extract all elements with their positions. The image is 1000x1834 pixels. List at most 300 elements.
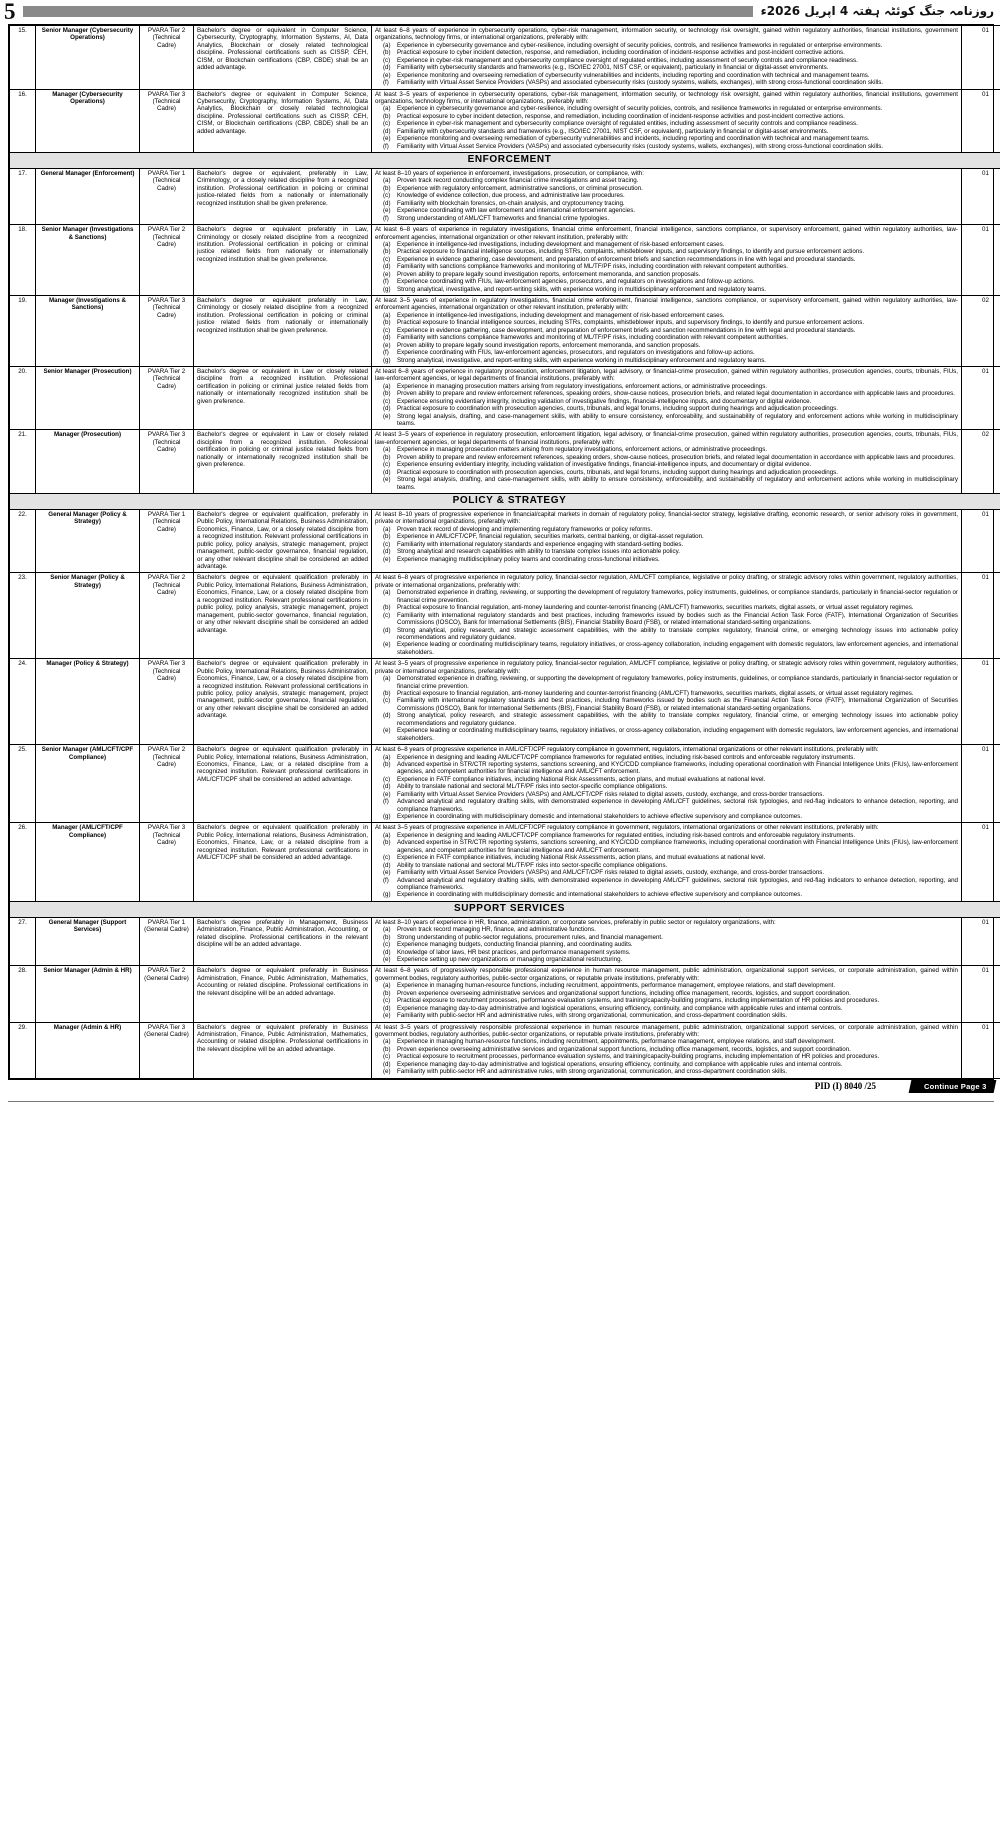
row-education: Bachelor's degree or equivalent qualification, preferably in Public Policy, International Relations, Business Administration, Economics, Finance, Law, or a closely related discipline from a recognized institution. Relevant professional certifications in public policy, policy analysis, strategic management, project management, public-sector governance, financial regulation, or any other relevant discipline shall be considered an added advantage. <box>194 509 372 573</box>
table-row <box>10 917 1000 966</box>
experience-item-marker: (a) <box>383 982 391 990</box>
experience-item <box>375 612 958 627</box>
experience-item-text: Experience in managing prosecution matters arising from regulatory investigations, enforcement actions, or administrative proceedings. <box>397 446 768 454</box>
experience-item <box>375 712 958 727</box>
table-row <box>10 966 1000 1022</box>
experience-item-text: Advanced expertise in STR/CTR reporting systems, sanctions screening, and KYC/CDD compliance frameworks, including operational coordination with Financial Intelligence Units (FIUs), law-enforcement agencies, and competent authorities for financial intelligence and AML/CFT enforcement. <box>397 760 958 776</box>
experience-item-text: Proven track record conducting complex financial crime investigations and asset tracing. <box>397 177 639 185</box>
experience-item-text: Experience setting up new organizations or managing organizational restructuring. <box>397 956 623 963</box>
experience-item-text: Strong analytical and research capabilities with ability to translate complex issues into actionable policy. <box>397 548 680 556</box>
experience-item <box>375 207 958 214</box>
row-vacancies: 01 <box>962 509 1000 573</box>
experience-intro: At least 6–8 years of experience in cybersecurity operations, cyber-risk management, information security, or technology risk oversight, gained within regulatory authorities, financial institutions, government organizations, technology firms, or international organizations, preferably with: <box>375 27 958 42</box>
table-row <box>10 169 1000 225</box>
experience-item-text: Familiarity with international regulatory standards and best practices, including frameworks issued by bodies such as the Financial Action Task Force (FATF), International Organization of Securities Commissions (IOSCO), Bank for International Settlements (BIS), Financial Stability Board (FSB), or related international standard-setting organizations. <box>397 697 958 712</box>
row-serial: 19. <box>10 296 36 367</box>
row-vacancies: 01 <box>962 366 1000 430</box>
experience-item-marker: (e) <box>383 555 391 563</box>
experience-item <box>375 754 958 761</box>
row-tier-cadre: PVARA Tier 2 (Technical Cadre) <box>140 26 194 90</box>
experience-item <box>375 185 958 192</box>
experience-item-text: Experience monitoring and overseeing remediation of cybersecurity vulnerabilities and incidents, including reporting and coordination with technical and management teams. <box>397 135 870 143</box>
experience-item-text: Proven ability to prepare and review enforcement references, speaking orders, show-cause notices, prosecution briefs, and related legal documentation in accordance with applicable laws and procedures. <box>397 453 955 461</box>
row-experience <box>372 917 962 966</box>
row-post-title: Manager (AML/CFT/CPF Compliance) <box>36 823 140 901</box>
experience-item <box>375 49 958 56</box>
experience-item <box>375 278 958 285</box>
row-experience <box>372 659 962 745</box>
experience-item-marker: (c) <box>383 255 391 263</box>
experience-item-text: Experience in designing and leading AML/CFT/CPF compliance frameworks for regulated entities, including risk-based controls and enforceable regulatory instruments. <box>397 831 856 839</box>
experience-item-text: Familiarity with cybersecurity standards and frameworks (e.g., ISO/IEC 27001, NIST CSF, or equivalent), particularly in financial or digital-asset environments. <box>397 127 829 135</box>
experience-item-marker: (c) <box>383 941 391 949</box>
experience-intro: At least 6–8 years of experience in regulatory investigations, financial crime enforcement, financial intelligence, sanctions compliance, or supervisory enforcement, gained within regulatory authorities, law-enforcement agencies, international organization or other relevant institution, preferably with: <box>375 226 958 241</box>
experience-item <box>375 241 958 248</box>
experience-item <box>375 57 958 64</box>
row-education: Bachelor's degree or equivalent qualification preferably in Public Policy, International Relations, Business Administration, Economics, Finance, Law, or a closely related discipline from a recognized institution. Relevant professional certifications in public policy, policy analysis, strategic management, project management, public-sector governance, financial regulation, or any other relevant discipline shall be considered an added advantage. <box>194 573 372 659</box>
experience-item-marker: (d) <box>383 405 391 413</box>
experience-item-marker: (a) <box>383 177 391 185</box>
experience-item <box>375 761 958 776</box>
experience-item-text: Experience in coordinating with multidisciplinary domestic and international stakeholders to achieve effective supervisory and compliance outcomes. <box>397 891 803 899</box>
experience-item-marker: (d) <box>383 1004 391 1012</box>
experience-item <box>375 1068 958 1075</box>
experience-item-marker: (b) <box>383 604 391 612</box>
experience-list <box>375 589 958 656</box>
experience-item <box>375 128 958 135</box>
experience-item-marker: (f) <box>383 214 389 222</box>
experience-item <box>375 286 958 293</box>
experience-item <box>375 839 958 854</box>
pid-number: PID (I) 8040 /25 <box>814 1080 876 1091</box>
experience-item-text: Proven ability to prepare legally sound investigation reports, enforcement memoranda, and sanction proposals. <box>397 270 701 278</box>
experience-item-marker: (c) <box>383 120 391 128</box>
experience-item <box>375 854 958 861</box>
row-tier-cadre: PVARA Tier 3 (General Cadre) <box>140 1022 194 1078</box>
experience-item <box>375 349 958 356</box>
experience-item-text: Ability to translate national and sectoral ML/TF/PF risks into sector-specific compliance obligations. <box>397 861 668 869</box>
row-serial: 17. <box>10 169 36 225</box>
row-post-title: Senior Manager (Investigations & Sanctions) <box>36 225 140 296</box>
row-serial: 29. <box>10 1022 36 1078</box>
experience-item-marker: (e) <box>383 727 391 735</box>
row-tier-cadre: PVARA Tier 2 (Technical Cadre) <box>140 745 194 823</box>
experience-item <box>375 877 958 892</box>
experience-item-marker: (b) <box>383 184 391 192</box>
experience-item-text: Practical exposure to recruitment processes, performance evaluation systems, and training/capacity-building programs, including implementation of HR policies and procedures. <box>397 997 880 1005</box>
experience-item <box>375 941 958 948</box>
experience-item-text: Experience with regulatory enforcement, administrative sanctions, or criminal prosecution. <box>397 184 643 192</box>
experience-item <box>375 334 958 341</box>
experience-item-text: Knowledge of labor laws, HR best practices, and performance management systems. <box>397 948 631 956</box>
experience-intro: At least 3–5 years of experience in regulatory investigations, financial crime enforcement, financial intelligence, sanctions compliance, or supervisory enforcement, gained within regulatory authorities, law-enforcement agencies, international organization or other relevant institution, preferably with: <box>375 297 958 312</box>
experience-item <box>375 990 958 997</box>
row-experience <box>372 296 962 367</box>
experience-item-text: Familiarity with blockchain forensics, on-chain analysis, and cryptocurrency tracing. <box>397 199 625 207</box>
experience-item-text: Familiarity with international regulatory standards and experience engaging with standard-setting bodies. <box>397 540 684 548</box>
row-serial: 24. <box>10 659 36 745</box>
experience-list <box>375 177 958 222</box>
experience-item <box>375 813 958 820</box>
experience-item <box>375 556 958 563</box>
experience-item-text: Ability to translate national and sectoral ML/TF/PF risks into sector-specific compliance obligations. <box>397 783 668 791</box>
experience-item <box>375 697 958 712</box>
row-post-title: Manager (Policy & Strategy) <box>36 659 140 745</box>
experience-item-text: Strong analytical, investigative, and report-writing skills, with experience working in multidisciplinary enforcement and regulatory teams. <box>397 285 767 293</box>
experience-item-text: Practical exposure to financial intelligence sources, including STRs, complaints, whistleblower inputs, and supervisory findings, to identify and pursue enforcement actions. <box>397 319 865 327</box>
experience-list <box>375 982 958 1019</box>
experience-item-marker: (g) <box>383 813 391 820</box>
experience-item-text: Familiarity with Virtual Asset Service Providers (VASPs) and AML/CFT/CPF risks related to digital assets, custody, exchange, and cross-border transactions. <box>397 869 825 877</box>
row-experience <box>372 745 962 823</box>
row-experience <box>372 366 962 430</box>
experience-item-text: Experience in managing prosecution matters arising from regulatory investigations, enforcement actions, or administrative proceedings. <box>397 382 768 390</box>
experience-item <box>375 319 958 326</box>
experience-item-text: Experience in cybersecurity governance and cyber-resilience, including oversight of security policies, controls, and resilience frameworks in regulated or enterprise environments. <box>397 105 883 113</box>
experience-item-marker: (e) <box>383 135 391 143</box>
experience-item <box>375 383 958 390</box>
row-serial: 28. <box>10 966 36 1022</box>
continue-page-label: Continue Page 3 <box>923 1081 986 1091</box>
experience-item-text: Strong legal analysis, drafting, and case-management skills, with ability to ensure consistency, enforceability, and sustainability of regulatory and enforcement actions while working in multidisciplinary teams. <box>397 412 958 427</box>
experience-item-text: Proven track record managing HR, finance, and administrative functions. <box>397 926 596 934</box>
experience-item-marker: (b) <box>383 248 391 256</box>
row-vacancies: 01 <box>962 89 1000 153</box>
experience-item <box>375 342 958 349</box>
experience-item-text: Practical exposure to financial regulation, anti-money laundering and counter-terrorist financing (AML/CFT) frameworks, securities markets, digital assets, or virtual asset regulatory regimes. <box>397 690 914 697</box>
experience-list <box>375 832 958 899</box>
experience-item-text: Experience managing day-to-day administrative and logistical operations, ensuring efficiency, continuity, and compliance with applicable rules and internal controls. <box>397 1060 843 1068</box>
experience-item-text: Experience coordinating with FIUs, law-enforcement agencies, prosecutors, and regulators on investigations and follow-up actions. <box>397 349 755 357</box>
footer-rule <box>8 1101 994 1102</box>
jobs-table-body <box>10 26 1000 1079</box>
experience-item <box>375 949 958 956</box>
experience-item-marker: (d) <box>383 548 391 556</box>
experience-intro: At least 8–10 years of experience in HR, finance, administration, or corporate services, preferably in public sector or regulatory organizations, with: <box>375 918 776 926</box>
experience-list <box>375 754 958 821</box>
row-education: Bachelor's degree or equivalent, preferably in Law, Criminology, or a closely related discipline from a recognized institution. Professional certification in policing or criminal justice-related fields from a nationally or internationally recognized institution shall be given preference. <box>194 169 372 225</box>
experience-item-text: Experience in cyber-risk management and cybersecurity compliance oversight of regulated entities, including assessment of security controls and compliance readiness. <box>397 120 858 128</box>
row-tier-cadre: PVARA Tier 3 (Technical Cadre) <box>140 823 194 901</box>
experience-item-text: Experience in intelligence-led investigations, including development and management of risk-based enforcement cases. <box>397 240 725 248</box>
experience-item <box>375 192 958 199</box>
experience-item-marker: (f) <box>383 142 389 150</box>
experience-item <box>375 398 958 405</box>
experience-item-text: Strong understanding of public-sector regulations, procurement rules, and financial management. <box>397 933 663 941</box>
page-footer <box>8 1080 994 1102</box>
experience-item-text: Proven ability to prepare and review enforcement references, speaking orders, show-cause notices, prosecution briefs, and related legal documentation in accordance with applicable laws and procedures. <box>397 390 955 398</box>
row-vacancies: 01 <box>962 823 1000 901</box>
experience-item-marker: (b) <box>383 112 391 120</box>
experience-item-marker: (b) <box>383 839 391 847</box>
experience-intro: At least 3–5 years of progressive experience in AML/CFT/CPF regulatory compliance in government, regulators, international organizations or other relevant institutions, preferably with: <box>375 824 879 832</box>
experience-item-marker: (c) <box>383 854 391 862</box>
experience-item <box>375 1005 958 1012</box>
table-row <box>10 823 1000 901</box>
experience-item-text: Experience in intelligence-led investigations, including development and management of risk-based enforcement cases. <box>397 311 725 319</box>
experience-item-text: Experience in designing and leading AML/CFT/CPF compliance frameworks for regulated entities, including risk-based controls and enforceable regulatory instruments. <box>397 753 856 761</box>
experience-item-marker: (c) <box>383 1053 391 1061</box>
experience-item <box>375 476 958 491</box>
experience-item <box>375 675 958 690</box>
experience-list <box>375 105 958 150</box>
experience-item-text: Practical exposure to coordination with prosecution agencies, courts, tribunals, and legal forums, including support during hearings and adjudication proceedings. <box>397 468 838 476</box>
experience-item-marker: (e) <box>383 270 391 278</box>
experience-item-marker: (e) <box>383 641 391 649</box>
row-education: Bachelor's degree or equivalent qualification preferably in Public Policy, International relations, Business Administration, Economics, Finance, Law, or a related discipline from a recognized institution. Relevant professional certifications in AML/CFT/CPF shall be considered an added advantage. <box>194 823 372 901</box>
experience-item <box>375 548 958 555</box>
row-serial: 15. <box>10 26 36 90</box>
row-education: Bachelor's degree or equivalent in Computer Science, Cybersecurity, Cryptography, Information Systems, AI, Data Analytics, Blockchain or closely related technological discipline. Professional certifications such as CISSP, CEH, CISM, or Blockchain certifications (CBP, CBDE) shall be an added advantage. <box>194 89 372 153</box>
row-serial: 21. <box>10 430 36 494</box>
experience-item <box>375 79 958 86</box>
experience-item-marker: (c) <box>383 775 391 783</box>
table-row <box>10 573 1000 659</box>
row-education: Bachelor's degree preferably in Management, Business Administration, Finance, Public Administration, Accounting, or related discipline. Professional certifications in the relevant discipline will be an added advantage. <box>194 917 372 966</box>
experience-item <box>375 327 958 334</box>
row-experience <box>372 823 962 901</box>
experience-intro: At least 6–8 years of progressive experience in regulatory policy, financial-sector regulation, AML/CFT compliance, legislative or policy drafting, or strategic advisory roles within government, regulatory authorities, private or international organizations, preferably with: <box>375 574 958 589</box>
experience-item-text: Strong analytical, policy research, and strategic assessment capabilities, with the ability to translate complex regulatory, financial crime, or emerging technology issues into actionable policy recommendations and regulatory guidance. <box>397 712 958 727</box>
experience-item <box>375 1012 958 1019</box>
experience-item <box>375 641 958 656</box>
experience-item-text: Experience coordinating with law enforcement and international enforcement agencies. <box>397 207 636 215</box>
table-row <box>10 89 1000 153</box>
experience-item <box>375 446 958 453</box>
experience-item <box>375 604 958 611</box>
experience-item <box>375 1038 958 1045</box>
experience-item-text: Strong legal analysis, drafting, and case-management skills, with ability to ensure consistency, enforceability, and sustainability of regulatory and enforcement actions while working in multidisciplinary teams. <box>397 476 958 491</box>
row-vacancies: 01 <box>962 26 1000 90</box>
row-tier-cadre: PVARA Tier 3 (Technical Cadre) <box>140 89 194 153</box>
row-tier-cadre: PVARA Tier 1 (Technical Cadre) <box>140 509 194 573</box>
experience-item-text: Proven experience overseeing administrative services and organizational support functions, including office management, records, logistics, and support coordination. <box>397 1045 851 1053</box>
experience-list <box>375 1038 958 1075</box>
experience-item <box>375 454 958 461</box>
experience-item-marker: (f) <box>383 79 389 87</box>
experience-item-text: Experience managing day-to-day administrative and logistical operations, ensuring efficiency, continuity, and compliance with applicable rules and internal controls. <box>397 1004 843 1012</box>
experience-item-marker: (d) <box>383 626 391 634</box>
row-experience <box>372 1022 962 1078</box>
experience-item-marker: (b) <box>383 453 391 461</box>
row-tier-cadre: PVARA Tier 2 (General Cadre) <box>140 966 194 1022</box>
row-serial: 25. <box>10 745 36 823</box>
experience-item-marker: (d) <box>383 199 391 207</box>
section-header-row <box>10 493 1000 509</box>
experience-list <box>375 446 958 491</box>
experience-item <box>375 390 958 397</box>
experience-item <box>375 42 958 49</box>
experience-item-marker: (d) <box>383 64 391 72</box>
row-post-title: General Manager (Support Services) <box>36 917 140 966</box>
row-vacancies: 01 <box>962 573 1000 659</box>
experience-item <box>375 934 958 941</box>
experience-item-marker: (b) <box>383 390 391 398</box>
experience-item <box>375 177 958 184</box>
experience-item-marker: (a) <box>383 311 391 319</box>
row-tier-cadre: PVARA Tier 1 (Technical Cadre) <box>140 169 194 225</box>
experience-item-marker: (c) <box>383 56 391 64</box>
row-tier-cadre: PVARA Tier 3 (Technical Cadre) <box>140 296 194 367</box>
experience-item-marker: (g) <box>383 891 391 899</box>
row-vacancies: 01 <box>962 169 1000 225</box>
experience-item <box>375 862 958 869</box>
experience-item-marker: (b) <box>383 690 391 697</box>
experience-item-text: Familiarity with international regulatory standards and best practices, including frameworks issued by bodies such as the Financial Action Task Force (FATF), International Organization of Securities Commissions (IOSCO), Bank for International Settlements (BIS), Financial Stability Board (FSB), or related international standard-setting organizations. <box>397 611 958 627</box>
experience-item-text: Practical exposure to recruitment processes, performance evaluation systems, and training/capacity-building programs, including implementation of HR policies and procedures. <box>397 1053 880 1061</box>
experience-item-text: Proven experience overseeing administrative services and organizational support functions, including office management, records, logistics, and support coordination. <box>397 989 851 997</box>
row-post-title: Senior Manager (Cybersecurity Operations) <box>36 26 140 90</box>
experience-item-marker: (c) <box>383 697 391 705</box>
masthead <box>0 0 1000 22</box>
row-tier-cadre: PVARA Tier 2 (Technical Cadre) <box>140 225 194 296</box>
experience-item <box>375 727 958 742</box>
section-header-row <box>10 901 1000 917</box>
experience-item-marker: (a) <box>383 1038 391 1046</box>
experience-item-text: Familiarity with public-sector HR and administrative rules, with strong organizational, communication, and cross-department coordination skills. <box>397 1068 787 1076</box>
continue-page-badge <box>908 1080 995 1093</box>
experience-item-marker: (d) <box>383 263 391 271</box>
experience-intro: At least 3–5 years of progressive experience in regulatory policy, financial-sector regulation, AML/CFT compliance, legislative or policy drafting, or strategic advisory roles within government, regulatory authorities, private or international organizations, preferably with: <box>375 660 958 675</box>
experience-item <box>375 982 958 989</box>
experience-list <box>375 526 958 563</box>
experience-item-marker: (b) <box>383 989 391 997</box>
section-header-label: SUPPORT SERVICES <box>10 901 1000 917</box>
experience-item <box>375 72 958 79</box>
experience-item-text: Experience in FATF compliance initiatives, including National Risk Assessments, action plans, and mutual evaluations at national level. <box>397 854 766 862</box>
experience-item <box>375 215 958 222</box>
experience-item-marker: (g) <box>383 356 391 364</box>
experience-item-text: Experience in evidence gathering, case development, and preparation of enforcement briefs and sanction recommendations in line with legal and procedural standards. <box>397 255 856 263</box>
experience-item-marker: (b) <box>383 319 391 327</box>
experience-item <box>375 783 958 790</box>
experience-item-marker: (f) <box>383 876 389 884</box>
experience-item-text: Experience in FATF compliance initiatives, including National Risk Assessments, action plans, and mutual evaluations at national level. <box>397 775 766 783</box>
row-serial: 20. <box>10 366 36 430</box>
experience-item <box>375 1046 958 1053</box>
row-post-title: Senior Manager (Admin & HR) <box>36 966 140 1022</box>
row-serial: 22. <box>10 509 36 573</box>
experience-item-marker: (a) <box>383 525 391 533</box>
experience-item-text: Advanced analytical and regulatory drafting skills, with demonstrated experience in developing AML/CFT guidelines, sectoral risk typologies, and red-flag indicators to enhance detection, reporting, and compliance frameworks. <box>397 876 958 891</box>
experience-item-marker: (a) <box>383 675 391 683</box>
experience-item-text: Experience leading or coordinating multidisciplinary teams, regulatory initiatives, or cross-agency collaboration, including engagement with domestic regulators, law enforcement agencies, and international stakeholders. <box>397 727 958 742</box>
experience-item-text: Experience ensuring evidentiary integrity, including validation of investigative findings, financial-intelligence inputs, and documentary or digital evidence. <box>397 397 812 405</box>
table-row <box>10 659 1000 745</box>
experience-item-marker: (d) <box>383 712 391 720</box>
jobs-table <box>9 25 1000 1079</box>
experience-item-marker: (c) <box>383 461 391 469</box>
section-header-row <box>10 153 1000 169</box>
experience-item-marker: (a) <box>383 589 391 597</box>
experience-item-text: Familiarity with cybersecurity standards and frameworks (e.g., ISO/IEC 27001, NIST CSF, or equivalent), particularly in financial or digital-asset environments. <box>397 64 829 72</box>
experience-item <box>375 791 958 798</box>
experience-item-text: Practical exposure to cyber incident detection, response, and remediation, including coordination of incident-response activities and post-incident corrective actions. <box>397 112 845 120</box>
row-education: Bachelor's degree or equivalent in Law or closely related discipline from a recognized institution. Professional certification in policing or criminal justice related fields from nationally or internationally recognized institution shall be given preference. <box>194 430 372 494</box>
table-row <box>10 509 1000 573</box>
experience-item-text: Experience coordinating with FIUs, law-enforcement agencies, prosecutors, and regulators on investigations and follow-up actions. <box>397 278 755 286</box>
row-vacancies: 01 <box>962 966 1000 1022</box>
experience-item-text: Proven ability to prepare legally sound investigation reports, enforcement memoranda, and sanction proposals. <box>397 341 701 349</box>
table-row <box>10 366 1000 430</box>
experience-item-text: Experience ensuring evidentiary integrity, including validation of investigative findings, financial-intelligence inputs, and documentary or digital evidence. <box>397 461 812 469</box>
experience-item <box>375 627 958 642</box>
experience-item-text: Experience in cyber-risk management and cybersecurity compliance oversight of regulated entities, including assessment of security controls and compliance readiness. <box>397 56 858 64</box>
row-vacancies: 01 <box>962 225 1000 296</box>
row-post-title: Manager (Investigations & Sanctions) <box>36 296 140 367</box>
experience-item-text: Experience in evidence gathering, case development, and preparation of enforcement briefs and sanction recommendations in line with legal and procedural standards. <box>397 326 856 334</box>
row-post-title: Senior Manager (Prosecution) <box>36 366 140 430</box>
experience-item-marker: (d) <box>383 127 391 135</box>
experience-item-text: Familiarity with Virtual Asset Service Providers (VASPs) and associated cybersecurity risks (custody systems, wallets, exchanges), with strong cross-functional coordination skills. <box>397 79 884 87</box>
experience-item <box>375 135 958 142</box>
row-education: Bachelor's degree or equivalent qualification preferably in Public Policy, International relations, Business Administration, Economics, Finance, Law, or a related discipline from a recognized institution. Relevant professional certifications in AML/CFT/CPF shall be considered an added advantage. <box>194 745 372 823</box>
row-tier-cadre: PVARA Tier 2 (Technical Cadre) <box>140 366 194 430</box>
experience-item <box>375 271 958 278</box>
experience-item <box>375 405 958 412</box>
experience-item-text: Experience in AML/CFT/CPF, financial regulation, securities markets, central banking, or digital-asset regulation. <box>397 533 704 541</box>
experience-item-marker: (a) <box>383 753 391 761</box>
experience-list <box>375 312 958 364</box>
row-education: Bachelor's degree or equivalent in Law or closely related discipline from a recognized institution. Professional certification in policing or criminal justice related fields from nationally or internationally recognized institution shall be given preference. <box>194 366 372 430</box>
experience-item <box>375 461 958 468</box>
section-header-label: ENFORCEMENT <box>10 153 1000 169</box>
experience-item-marker: (b) <box>383 760 391 768</box>
experience-item-text: Strong understanding of AML/CFT frameworks and financial crime typologies. <box>397 214 610 222</box>
row-serial: 16. <box>10 89 36 153</box>
row-experience <box>372 573 962 659</box>
experience-item <box>375 64 958 71</box>
table-row <box>10 296 1000 367</box>
experience-intro: At least 3–5 years of progressively responsible professional experience in human resource management, public administration, organizational support services, or corporate administration, gained within government bodies, regulatory authorities, public-sector organizations, or reputable private institutions, preferably with: <box>375 1023 958 1038</box>
experience-item-marker: (c) <box>383 397 391 405</box>
experience-item <box>375 541 958 548</box>
row-serial: 23. <box>10 573 36 659</box>
experience-item-marker: (g) <box>383 285 391 293</box>
row-experience <box>372 430 962 494</box>
experience-item-marker: (d) <box>383 861 391 869</box>
row-post-title: Manager (Prosecution) <box>36 430 140 494</box>
experience-intro: At least 3–5 years of experience in regulatory prosecution, enforcement litigation, legal advisory, or financial-crime prosecution, gained within regulatory authorities, prosecution agencies, courts, tribunals, FIUs, law-enforcement agencies, or legal departments of financial institutions, preferably with: <box>375 431 958 446</box>
experience-item-marker: (e) <box>383 790 391 798</box>
row-education: Bachelor's degree or equivalent preferably in Business Administration, Finance, Public Administration, Mathematics, Accounting or related discipline. Professional certifications in the relevant discipline will be an added advantage. <box>194 966 372 1022</box>
experience-item-marker: (e) <box>383 207 391 215</box>
row-tier-cadre: PVARA Tier 3 (Technical Cadre) <box>140 430 194 494</box>
section-header-label: POLICY & STRATEGY <box>10 493 1000 509</box>
experience-item-marker: (e) <box>383 476 391 484</box>
row-tier-cadre: PVARA Tier 1 (General Cadre) <box>140 917 194 966</box>
row-experience <box>372 26 962 90</box>
experience-item-text: Strong analytical, policy research, and strategic assessment capabilities, with the ability to translate complex regulatory, financial crime, or emerging technology issues into actionable policy recommendations and regulatory guidance. <box>397 626 958 641</box>
table-row <box>10 26 1000 90</box>
experience-item <box>375 113 958 120</box>
experience-item <box>375 997 958 1004</box>
experience-item <box>375 469 958 476</box>
experience-item <box>375 956 958 963</box>
experience-item-marker: (c) <box>383 326 391 334</box>
row-post-title: Manager (Cybersecurity Operations) <box>36 89 140 153</box>
experience-item <box>375 357 958 364</box>
experience-list <box>375 675 958 742</box>
jobs-table-wrapper <box>8 24 994 1080</box>
experience-item-text: Experience managing budgets, conducting financial planning, and coordinating audits. <box>397 941 633 949</box>
experience-item-marker: (e) <box>383 1012 391 1020</box>
row-tier-cadre: PVARA Tier 2 (Technical Cadre) <box>140 573 194 659</box>
experience-item <box>375 143 958 150</box>
row-post-title: Manager (Admin & HR) <box>36 1022 140 1078</box>
experience-item <box>375 891 958 898</box>
experience-list <box>375 241 958 293</box>
